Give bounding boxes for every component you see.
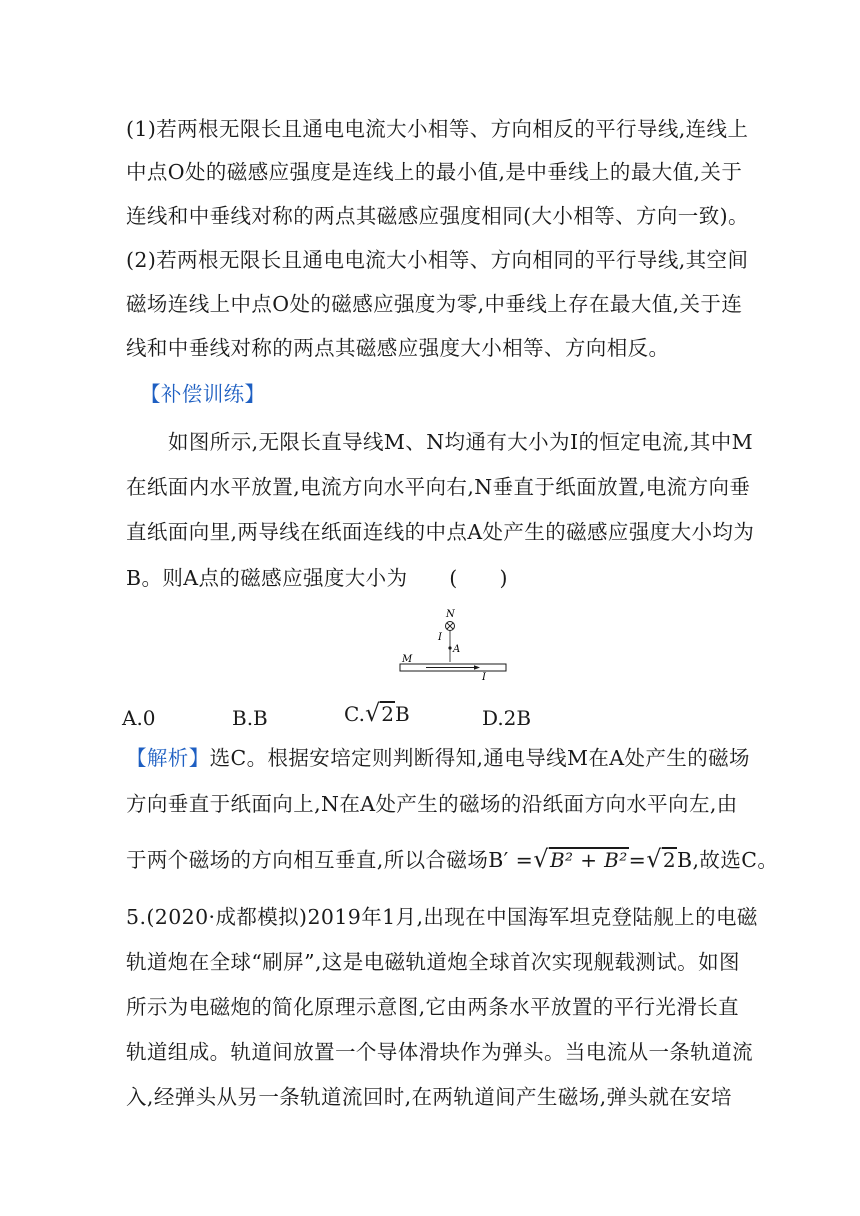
question-line-2: 在纸面内水平放置,电流方向水平向右,N垂直于纸面放置,电流方向垂	[126, 475, 751, 499]
sqrt-formula: √ B² + B²	[533, 845, 628, 873]
paragraph-2-line-2: 磁场连线上中点O处的磁感应强度为零,中垂线上存在最大值,关于连	[126, 292, 743, 316]
label-M: M	[402, 654, 413, 665]
section-tag-compensation-training: 【补偿训练】	[140, 382, 266, 406]
problem-5-line-1: 5.(2020·成都模拟)2019年1月,出现在中国海军坦克登陆舰上的电磁	[126, 905, 758, 929]
formula-radicand-2: 2	[662, 848, 677, 872]
analysis-tag: 【解析】	[126, 746, 210, 770]
sqrt-two: √ 2	[646, 845, 677, 873]
analysis-line-2: 方向垂直于纸面向上,N在A处产生的磁场的沿纸面方向水平向左,由	[126, 792, 738, 816]
problem-5-line-5: 入,经弹头从另一条轨道流回时,在两轨道间产生磁场,弹头就在安培	[126, 1085, 732, 1109]
option-c-radicand: 2	[381, 702, 394, 726]
option-a: A.0	[122, 706, 156, 730]
sqrt-symbol: √ 2	[364, 699, 394, 727]
formula-radicand: B² + B²	[549, 848, 628, 872]
analysis-line-3	[126, 846, 778, 874]
formula-equals: =	[628, 848, 647, 872]
wire-diagram	[396, 606, 510, 682]
paragraph-2-line-1: (2)若两根无限长且通电电流大小相等、方向相同的平行导线,其空间	[126, 248, 749, 272]
analysis-text-3-end: B,故选C。	[677, 848, 779, 872]
question-line-1: 如图所示,无限长直导线M、N均通有大小为I的恒定电流,其中M	[168, 430, 754, 454]
current-arrow-head	[474, 665, 480, 670]
question-line-3: 直纸面向里,两导线在纸面连线的中点A处产生的磁感应强度大小均为	[126, 520, 755, 544]
problem-5-line-3: 所示为电磁炮的简化原理示意图,它由两条水平放置的平行光滑长直	[126, 995, 740, 1019]
option-b: B.B	[232, 706, 268, 730]
label-N: N	[446, 609, 455, 620]
analysis-line-1	[126, 744, 750, 772]
analysis-text-1: 选C。根据安培定则判断得知,通电导线M在A处产生的磁场	[209, 746, 750, 770]
option-c-suffix: B	[394, 702, 410, 726]
paragraph-2-line-3: 线和中垂线对称的两点其磁感应强度大小相等、方向相反。	[126, 336, 670, 360]
analysis-text-3: 于两个磁场的方向相互垂直,所以合磁场B′ =	[126, 848, 534, 872]
option-c	[344, 700, 410, 728]
point-A	[448, 646, 451, 649]
option-c-prefix: C.	[344, 702, 365, 726]
label-A: A	[453, 644, 461, 655]
question-line-4: B。则A点的磁感应强度大小为 ( )	[126, 566, 508, 590]
paragraph-1-line-1: (1)若两根无限长且通电电流大小相等、方向相反的平行导线,连线上	[126, 117, 749, 141]
label-I-upper: I	[438, 632, 442, 643]
problem-5-line-2: 轨道炮在全球“刷屏”,这是电磁轨道炮全球首次实现舰载测试。如图	[126, 950, 740, 974]
option-d: D.2B	[482, 706, 532, 730]
problem-5-line-4: 轨道组成。轨道间放置一个导体滑块作为弹头。当电流从一条轨道流	[126, 1040, 753, 1064]
label-I-lower: I	[482, 672, 486, 682]
paragraph-1-line-3: 连线和中垂线对称的两点其磁感应强度相同(大小相等、方向一致)。	[126, 204, 749, 228]
paragraph-1-line-2: 中点O处的磁感应强度是连线上的最小值,是中垂线上的最大值,关于	[126, 160, 743, 184]
